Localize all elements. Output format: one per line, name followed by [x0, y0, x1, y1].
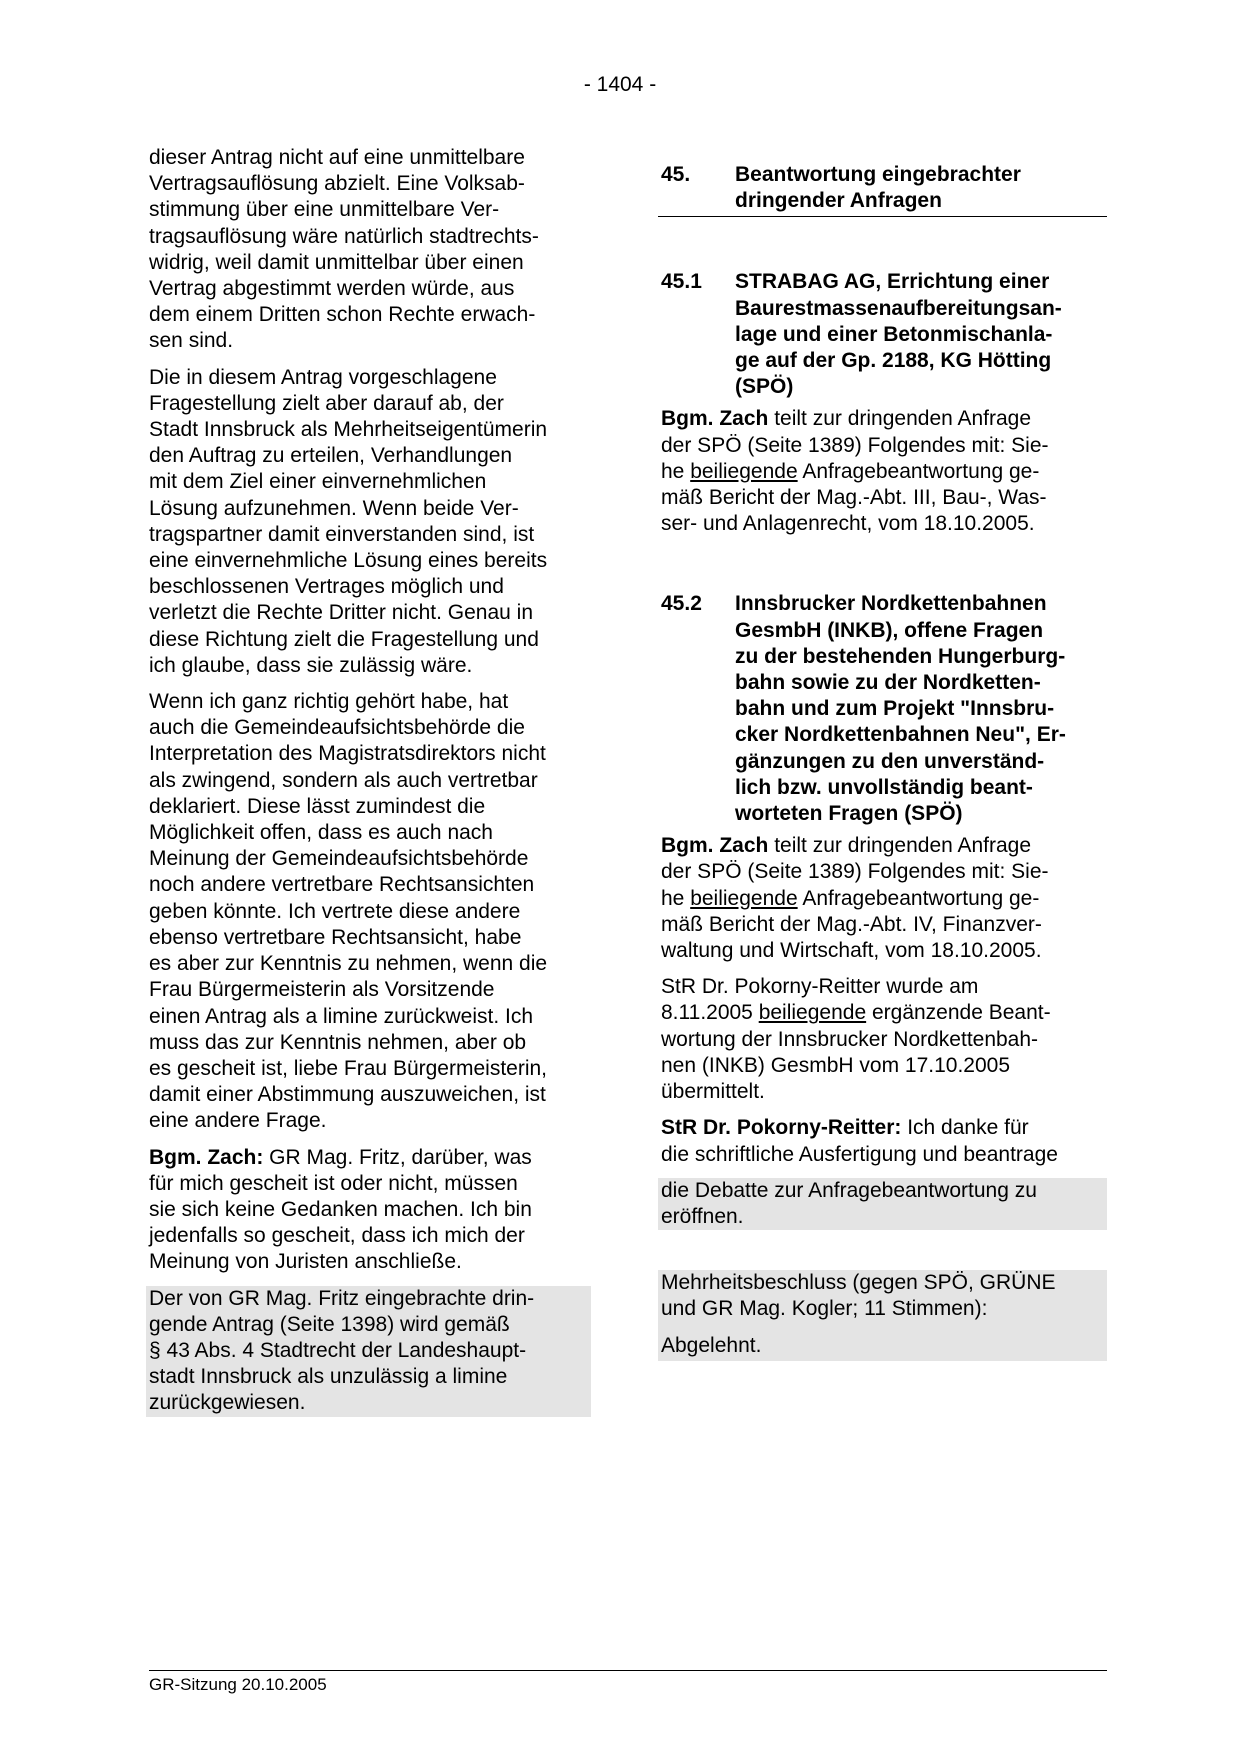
text-line: mit dem Ziel einer einvernehmlichen: [149, 470, 487, 494]
text-line: den Auftrag zu erteilen, Verhandlungen: [149, 444, 513, 468]
footer-divider: [149, 1670, 1107, 1671]
text-line: geben könnte. Ich vertrete diese andere: [149, 899, 521, 923]
speaker-name: Bgm. Zach:: [149, 1145, 264, 1169]
text-line: bahn sowie zu der Nordketten-: [735, 671, 1041, 695]
text-line: als zwingend, sondern als auch vertretbar: [149, 768, 538, 792]
text-line: ebenso vertretbare Rechtsansicht, habe: [149, 925, 522, 949]
text-line: übermittelt.: [661, 1080, 765, 1104]
text-line: muss das zur Kenntnis nehmen, aber ob: [149, 1030, 527, 1054]
text-line: wortung der Innsbrucker Nordkettenbah-: [661, 1027, 1039, 1051]
text-line: worteten Fragen (SPÖ): [735, 802, 963, 826]
paragraph: [661, 1270, 1104, 1332]
text-line: widrig, weil damit unmittelbar über einen: [149, 250, 524, 274]
text-line: zurückgewiesen.: [149, 1391, 306, 1415]
text-span: Anfragebeantwortung ge-: [797, 459, 1040, 483]
section-heading-45-1: [661, 269, 1107, 400]
section-heading-45-2: [661, 591, 1107, 827]
result-text: Abgelehnt.: [661, 1333, 762, 1357]
resolution-box: [658, 1270, 1107, 1361]
section-number: 45.: [661, 163, 691, 186]
text-line: ich glaube, dass sie zulässig wäre.: [149, 653, 473, 677]
text-line: [661, 1115, 1107, 1141]
text-line: deklariert. Diese lässt zumindest die: [149, 794, 486, 818]
text-line: [661, 886, 1107, 912]
text-line: ge auf der Gp. 2188, KG Hötting: [735, 349, 1052, 373]
section-number: 45.1: [661, 270, 702, 294]
text-line: Baurestmassenaufbereitungsan-: [735, 296, 1062, 320]
text-line: Beantwortung eingebrachter: [735, 163, 1021, 186]
text-line: lich bzw. unvollständig beant-: [735, 775, 1033, 799]
underlined-word: beiliegende: [690, 459, 798, 483]
text-line: [661, 833, 1107, 859]
text-line: [661, 459, 1107, 485]
text-line: eröffnen.: [661, 1204, 744, 1228]
text-line: für mich gescheit ist oder nicht, müssen: [149, 1171, 518, 1195]
paragraph: [661, 833, 1107, 964]
text-line: Innsbrucker Nordkettenbahnen: [735, 592, 1047, 616]
text-line: noch andere vertretbare Rechtsansichten: [149, 873, 535, 897]
text-line: die Debatte zur Anfragebeantwortung zu: [661, 1178, 1037, 1202]
text-line: mäß Bericht der Mag.-Abt. III, Bau-, Was-: [661, 486, 1047, 510]
text-line: waltung und Wirtschaft, vom 18.10.2005.: [661, 939, 1042, 963]
text-line: Der von GR Mag. Fritz eingebrachte drin-: [149, 1286, 535, 1310]
section-number: 45.2: [661, 592, 702, 616]
text-line: bahn und zum Projekt "Innsbru-: [735, 697, 1055, 721]
paragraph: [661, 1115, 1107, 1167]
text-span: Anfragebeantwortung ge-: [797, 886, 1040, 910]
text-line: es aber zur Kenntnis zu nehmen, wenn die: [149, 952, 548, 976]
text-line: Vertrag abgestimmt werden würde, aus: [149, 277, 515, 301]
section-heading-45: [658, 162, 1107, 217]
text-line: [661, 1000, 1107, 1026]
section-title: [735, 591, 1107, 827]
text-span: GR Mag. Fritz, darüber, was: [263, 1145, 532, 1169]
text-line: einen Antrag als a limine zurückweist. Ich: [149, 1004, 534, 1028]
text-span: teilt zur dringenden Anfrage: [768, 834, 1032, 858]
text-line: der SPÖ (Seite 1389) Folgendes mit: Sie-: [661, 433, 1049, 457]
paragraph: [661, 406, 1107, 537]
right-column: [661, 145, 1107, 1361]
text-line: der SPÖ (Seite 1389) Folgendes mit: Sie-: [661, 860, 1049, 884]
text-line: tragspartner damit einverstanden sind, ist: [149, 522, 535, 546]
text-line: verletzt die Rechte Dritter nicht. Genau in: [149, 601, 534, 625]
text-line: STRABAG AG, Errichtung einer: [735, 270, 1050, 294]
text-line: Mehrheitsbeschluss (gegen SPÖ, GRÜNE: [661, 1271, 1056, 1295]
text-line: es gescheit ist, liebe Frau Bürgermeisterin,: [149, 1056, 548, 1080]
text-line: Die in diesem Antrag vorgeschlagene: [149, 365, 497, 389]
paragraph: [149, 145, 591, 355]
text-line: dieser Antrag nicht auf eine unmittelbare: [149, 146, 525, 169]
text-line: sie sich keine Gedanken machen. Ich bin: [149, 1197, 532, 1221]
text-line: Wenn ich ganz richtig gehört habe, hat: [149, 690, 509, 714]
paragraph: [149, 1145, 591, 1276]
text-line: Interpretation des Magistratsdirektors nicht: [149, 742, 546, 766]
resolution-box: [146, 1286, 591, 1417]
text-line: und GR Mag. Kogler; 11 Stimmen):: [661, 1297, 988, 1321]
text-line: auch die Gemeindeaufsichtsbehörde die: [149, 716, 525, 740]
text-line: lage und einer Betonmischanla-: [735, 322, 1053, 346]
text-line: Möglichkeit offen, dass es auch nach: [149, 821, 493, 845]
text-line: gende Antrag (Seite 1398) wird gemäß: [149, 1312, 510, 1336]
text-line: dringender Anfragen: [735, 189, 942, 213]
text-line: ser- und Anlagenrecht, vom 18.10.2005.: [661, 512, 1035, 536]
text-line: § 43 Abs. 4 Stadtrecht der Landeshaupt-: [149, 1338, 527, 1362]
speaker-name: StR Dr. Pokorny-Reitter:: [661, 1116, 902, 1140]
text-span: teilt zur dringenden Anfrage: [768, 407, 1032, 431]
text-line: Meinung von Juristen anschließe.: [149, 1250, 462, 1274]
section-title: [735, 269, 1107, 400]
text-line: Lösung aufzunehmen. Wenn beide Ver-: [149, 496, 519, 520]
text-span: he: [661, 886, 691, 910]
text-line: [149, 1145, 591, 1171]
text-line: nen (INKB) GesmbH vom 17.10.2005: [661, 1053, 1011, 1077]
text-line: Meinung der Gemeindeaufsichtsbehörde: [149, 847, 529, 871]
speaker-name: Bgm. Zach: [661, 407, 769, 431]
section-title: [735, 162, 1107, 214]
text-span: 8.11.2005: [661, 1001, 759, 1025]
text-line: damit einer Abstimmung auszuweichen, ist: [149, 1083, 546, 1107]
text-line: tragsauflösung wäre natürlich stadtrechts-: [149, 224, 539, 248]
text-line: jedenfalls so gescheit, dass ich mich der: [149, 1224, 525, 1248]
text-line: dem einem Dritten schon Rechte erwach-: [149, 303, 536, 327]
text-line: Stadt Innsbruck als Mehrheitseigentümerin: [149, 418, 548, 442]
footer-text: GR-Sitzung 20.10.2005: [149, 1675, 327, 1694]
text-line: zu der bestehenden Hungerburg-: [735, 644, 1066, 668]
text-line: die schriftliche Ausfertigung und beantrage: [661, 1142, 1058, 1166]
text-line: gänzungen zu den unverständ-: [735, 749, 1045, 773]
text-span: ergänzende Beant-: [866, 1001, 1051, 1025]
paragraph: [661, 974, 1107, 1105]
text-line: stadt Innsbruck als unzulässig a limine: [149, 1365, 508, 1389]
underlined-word: beiliegende: [758, 1001, 867, 1025]
text-line: cker Nordkettenbahnen Neu", Er-: [735, 723, 1066, 747]
text-line: (SPÖ): [735, 375, 794, 399]
left-column: [149, 145, 591, 1427]
motion-box: [658, 1178, 1107, 1230]
page-number: - 1404 -: [583, 73, 657, 96]
text-span: he: [661, 459, 691, 483]
text-line: [661, 406, 1107, 432]
underlined-word: beiliegende: [690, 886, 798, 910]
text-line: StR Dr. Pokorny-Reitter wurde am: [661, 975, 979, 999]
text-line: Fragestellung zielt aber darauf ab, der: [149, 391, 504, 415]
text-line: eine einvernehmliche Lösung eines bereits: [149, 549, 548, 573]
text-line: stimmung über eine unmittelbare Ver-: [149, 198, 500, 222]
paragraph: [149, 365, 591, 679]
text-span: Ich danke für: [901, 1116, 1029, 1140]
text-line: Frau Bürgermeisterin als Vorsitzende: [149, 978, 495, 1002]
text-line: diese Richtung zielt die Fragestellung und: [149, 627, 539, 651]
text-line: Vertragsauflösung abzielt. Eine Volksab-: [149, 172, 525, 196]
text-line: beschlossenen Vertrages möglich und: [149, 575, 504, 599]
text-line: eine andere Frage.: [149, 1109, 327, 1133]
text-line: GesmbH (INKB), offene Fragen: [735, 618, 1044, 642]
speaker-name: Bgm. Zach: [661, 834, 769, 858]
paragraph: [149, 689, 591, 1134]
text-line: sen sind.: [149, 329, 234, 353]
text-line: mäß Bericht der Mag.-Abt. IV, Finanzver-: [661, 912, 1042, 936]
